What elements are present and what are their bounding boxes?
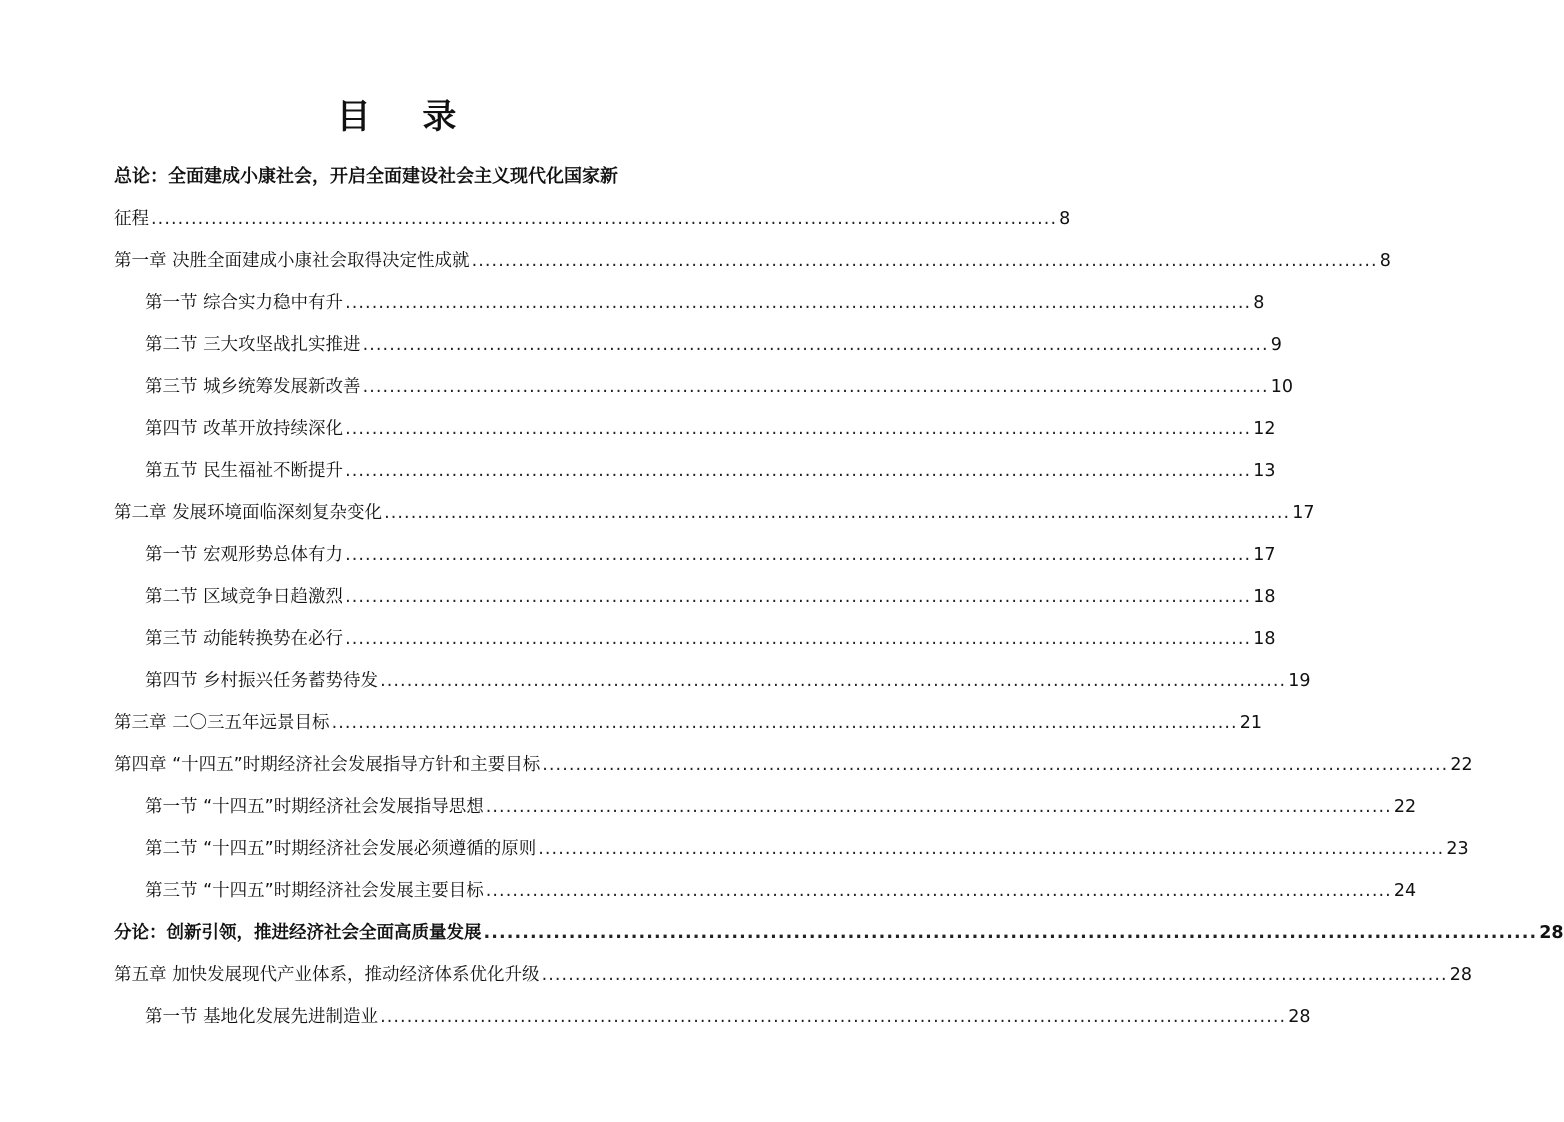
toc-entry-label: 征程 xyxy=(114,209,149,229)
toc-entry-page: 10 xyxy=(1270,377,1293,397)
toc-entry-section[interactable] xyxy=(145,545,1276,565)
toc-entry-page: 19 xyxy=(1288,671,1311,691)
toc-entry-label: 第一节 宏观形势总体有力 xyxy=(145,545,344,565)
toc-entry-page: 8 xyxy=(1253,293,1265,313)
leader-dots: ........................................................................................................................................ xyxy=(345,587,1252,607)
toc-entry-label: 第五章 加快发展现代产业体系，推动经济体系优化升级 xyxy=(114,965,540,985)
toc-entry-section[interactable] xyxy=(145,587,1276,607)
toc-entry-chapter-4[interactable] xyxy=(114,755,1473,775)
leader-dots: ........................................................................................................................................ xyxy=(345,419,1252,439)
leader-dots: ........................................................................................................................................ xyxy=(345,461,1252,481)
toc-entry-section[interactable] xyxy=(145,1007,1311,1027)
leader-dots: ........................................................................................................................................ xyxy=(380,1007,1287,1027)
toc-entry-label: 第二节 “十四五”时期经济社会发展必须遵循的原则 xyxy=(145,839,537,859)
leader-dots: ........................................................................................................................................ xyxy=(362,377,1269,397)
toc-entry-page: 8 xyxy=(1059,209,1071,229)
toc-entry-label: 第五节 民生福祉不断提升 xyxy=(145,461,344,481)
page-title: 目 录 xyxy=(336,97,477,137)
leader-dots: ........................................................................................................................................ xyxy=(471,251,1378,271)
toc-entry-label: 第三节 “十四五”时期经济社会发展主要目标 xyxy=(145,881,484,901)
toc-entry-chapter-1[interactable] xyxy=(114,251,1391,271)
toc-entry-label: 第三节 动能转换势在必行 xyxy=(145,629,344,649)
toc-entry-label: 第四节 改革开放持续深化 xyxy=(145,419,344,439)
toc-entry-label: 第一章 决胜全面建成小康社会取得决定性成就 xyxy=(114,251,470,271)
toc-entry-label: 第四节 乡村振兴任务蓄势待发 xyxy=(145,671,379,691)
toc-entry-page: 28 xyxy=(1449,965,1472,985)
leader-dots: ........................................................................................................................................ xyxy=(345,629,1252,649)
toc-entry-chapter-2[interactable] xyxy=(114,503,1315,523)
toc-entry-page: 17 xyxy=(1292,503,1315,523)
toc-entry-label: 第四章 “十四五”时期经济社会发展指导方针和主要目标 xyxy=(114,755,541,775)
toc-entry-page: 8 xyxy=(1379,251,1391,271)
leader-dots: ........................................................................................................................................ xyxy=(151,209,1058,229)
toc-entry-page: 18 xyxy=(1253,629,1276,649)
toc-entry-page: 17 xyxy=(1253,545,1276,565)
toc-entry-chapter-3[interactable] xyxy=(114,713,1262,733)
toc-entry-page: 13 xyxy=(1253,461,1276,481)
toc-entry-page: 9 xyxy=(1270,335,1282,355)
toc-entry-page: 21 xyxy=(1239,713,1262,733)
toc-entry-section[interactable] xyxy=(145,293,1265,313)
leader-dots: ........................................................................................................................................ xyxy=(483,923,1538,943)
toc-entry-section[interactable] xyxy=(145,671,1311,691)
leader-dots: ........................................................................................................................................ xyxy=(541,965,1448,985)
toc-entry-section[interactable] xyxy=(145,629,1276,649)
toc-entry-chapter-5[interactable] xyxy=(114,965,1472,985)
toc-entry-page: 12 xyxy=(1253,419,1276,439)
toc-entry-label: 分论：创新引领，推进经济社会全面高质量发展 xyxy=(114,923,482,943)
toc-entry-label: 第三节 城乡统筹发展新改善 xyxy=(145,377,361,397)
leader-dots: ........................................................................................................................................ xyxy=(485,797,1392,817)
toc-entry-label: 第二节 区域竞争日趋激烈 xyxy=(145,587,344,607)
toc-entry-section[interactable] xyxy=(145,881,1417,901)
toc-entry-section[interactable] xyxy=(145,461,1276,481)
toc-entry-label: 第一节 基地化发展先进制造业 xyxy=(145,1007,379,1027)
toc-entry-part-divisions[interactable] xyxy=(114,923,1564,943)
leader-dots: ........................................................................................................................................ xyxy=(345,545,1252,565)
toc-entry-page: 24 xyxy=(1393,881,1417,901)
leader-dots: ........................................................................................................................................ xyxy=(384,503,1291,523)
leader-dots: ........................................................................................................................................ xyxy=(542,755,1449,775)
leader-dots: ........................................................................................................................................ xyxy=(538,839,1445,859)
toc-entry-label: 第一节 “十四五”时期经济社会发展指导思想 xyxy=(145,797,484,817)
toc-entry-section[interactable] xyxy=(145,797,1417,817)
toc-entry-section[interactable] xyxy=(145,377,1293,397)
leader-dots: ........................................................................................................................................ xyxy=(331,713,1238,733)
toc-entry-overview[interactable] xyxy=(114,209,1071,229)
toc-entry-section[interactable] xyxy=(145,335,1282,355)
toc-entry-page: 23 xyxy=(1446,839,1469,859)
toc-entry-page: 28 xyxy=(1288,1007,1311,1027)
toc-entry-page: 22 xyxy=(1450,755,1473,775)
leader-dots: ........................................................................................................................................ xyxy=(345,293,1252,313)
toc-entry-page: 28 xyxy=(1539,923,1564,943)
toc-entry-section[interactable] xyxy=(145,839,1469,859)
toc-entry-label: 第三章 二〇三五年远景目标 xyxy=(114,713,330,733)
toc-entry-page: 22 xyxy=(1393,797,1417,817)
toc-entry-section[interactable] xyxy=(145,419,1276,439)
leader-dots: ........................................................................................................................................ xyxy=(380,671,1287,691)
leader-dots: ........................................................................................................................................ xyxy=(485,881,1392,901)
leader-dots: ........................................................................................................................................ xyxy=(362,335,1269,355)
toc-entry-label: 第二章 发展环境面临深刻复杂变化 xyxy=(114,503,383,523)
toc-overview-title-line1: 总论：全面建成小康社会，开启全面建设社会主义现代化国家新 xyxy=(114,166,618,187)
toc-entry-page: 18 xyxy=(1253,587,1276,607)
toc-entry-label: 第一节 综合实力稳中有升 xyxy=(145,293,344,313)
toc-entry-label: 第二节 三大攻坚战扎实推进 xyxy=(145,335,361,355)
